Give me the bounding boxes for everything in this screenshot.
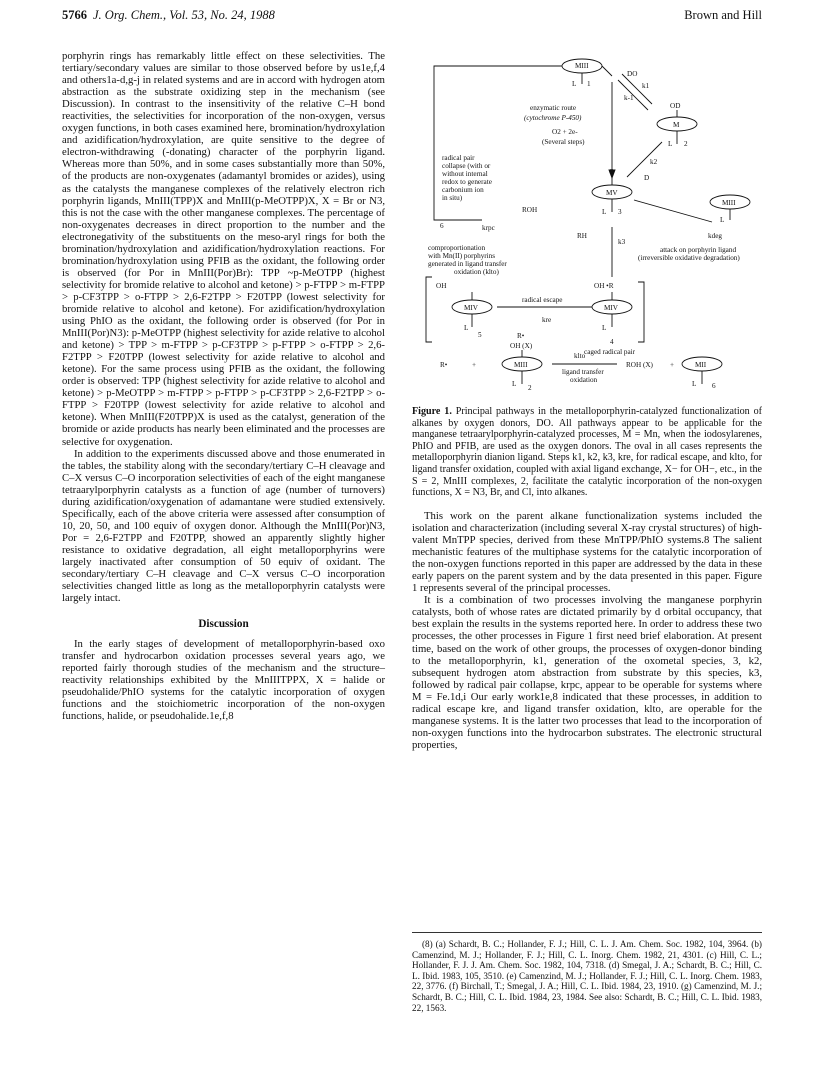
fig-label: ROH <box>522 206 538 214</box>
fig-label: ROH (X) <box>626 361 653 369</box>
left-column <box>62 50 385 723</box>
body-paragraph: It is a combination of two processes involving the manganese porphyrin catalysts, both of whose rates are dictated primarily by d orbital occupancy, that best explain the results in the systems reported here. In order to address these two processes, the other processes in Figure 1 first need brief elaboration. At present time, based on the work of other groups, the processes of oxygen-donor binding to the metalloporphyrin, k1, generation of the oxometal species, 3, k2, subsequent hydrogen atom abstraction from substrate by this species, k3, followed by radical pair collapse, krpc, appear to be operable for systems where M = Fe.1d,i Our early work1e,8 indicated that these processes, in addition to radical escape kre, and ligand transfer oxidation, klto, are operable for the manganese systems. It is the latter two processes that lead to the incorporation of non-oxygen functions into the hydrocarbon substrates. The electronic structural properties, <box>412 594 762 751</box>
fig-label: L <box>692 380 697 388</box>
fig-label: L <box>720 216 725 224</box>
journal-citation: J. Org. Chem., Vol. 53, No. 24, 1988 <box>93 8 275 22</box>
body-paragraph: In the early stages of development of metalloporphyrin-based oxo transfer and hydrocarbon oxidation processes several years ago, we reported fairly thorough studies of the mechanism and the structure–reactivity relationships exhibited by the MnIIITPPX, X = halide or pseudohalide/PhIO systems for the catalytic incorporation of oxygen functions and the stoichiometric incorporation of the non-oxygen functions, halide, or pseudohalide.1e,f,8 <box>62 638 385 723</box>
fig-label: RH <box>577 232 587 240</box>
footnote-8: (8) (a) Schardt, B. C.; Hollander, F. J.; Hill, C. L. J. Am. Chem. Soc. 1982, 104, 3964. (b) Camenzind, M. J.; Hollander, F. J.; Hill, C. L. Inorg. Chem. 1982, 21, 4301. (c) Hill, C. L.; Hollander, F. J. J. Am. Chem. Soc. 1982, 104, 7318. (d) Smegal, J. A.; Schardt, B. C.; Hill, C. L. Ibid. 1983, 105, 3510. (e) Camenzind, M. J.; Hollander, F. J.; Hill, C. L. Inorg. Chem. 1983, 22, 3776. (f) Birchall, T.; Smegal, J. A.; Hill, C. L. Ibid. 1984, 23, 1910. (g) Camenzind, M. J.; Schardt, B. C.; Hill, C. L. Ibid. 1984, 23, 1984. See also: Schardt, B. C.; Hill, C. L. Ibid. 1983, 22, 1563. <box>412 939 762 1013</box>
fig-label: L <box>572 80 577 88</box>
fig-label: (irreversible oxidative degradation) <box>638 254 740 262</box>
fig-label: MV <box>606 189 618 197</box>
fig-label: + <box>472 361 477 369</box>
fig-label: klto <box>574 352 586 360</box>
fig-label: L <box>512 380 517 388</box>
figure-lines <box>426 59 750 384</box>
fig-label: + <box>670 361 675 369</box>
fig-label: collapse (with or <box>442 162 491 170</box>
fig-label: comproportionation <box>428 244 486 252</box>
fig-label: k1 <box>642 82 650 90</box>
fig-label: radical pair <box>442 154 475 162</box>
fig-label: 5 <box>478 331 482 339</box>
fig-label: 6 <box>712 382 716 390</box>
body-paragraph: This work on the parent alkane functionalization systems included the isolation and characterization (including several X-ray crystal structures) of high-valent MnTPP species, derived from these MnTPP/PhIO systems.8 The salient mechanistic features of the multiphase systems for the catalytic incorporation of the non-oxygen functions reported in this paper are addressed by the data in these early papers on the parent system and by the data presented in this paper. Figure 1 represents several of the principal processes. <box>412 510 762 595</box>
page-number: 5766 <box>62 8 87 22</box>
figure-labels <box>428 62 740 392</box>
right-column <box>412 510 762 751</box>
fig-label: redox to generate <box>442 178 492 186</box>
body-paragraph: In addition to the experiments discussed above and those enumerated in the tables, the stability along with the secondary/tertiary C–H cleavage and C–X versus C–O incorporation selectivities of each of the eight manganese tetraarylporphyrin catalysts as a function of age (number of turnovers) during azidification/oxygenation of adamantane were studied extensively. Specifically, each of the above criteria were assessed after consumption of 10, 20, 50, and 100 equiv of oxygen donor. Although the MnIII(Por)N3, Por = 2,6-F2TPP and F20TPP, showed an apparently slightly higher resistance to oxidative degradation, all eight metalloporphyrins were largely inactivated after consumption of 50 equiv of oxidant. The secondary/tertiary C–H cleavage and C–X versus C–O incorporation selectivities changed little as long as the metalloporphyrin catalysts were largely intact. <box>62 447 385 605</box>
header-left <box>62 8 275 23</box>
fig-label: k3 <box>618 238 626 246</box>
fig-label: with Mn(II) porphyrins <box>428 252 496 260</box>
fig-label: O <box>609 168 615 176</box>
fig-label: generated in ligand transfer <box>428 260 507 268</box>
fig-label: MIV <box>604 304 618 312</box>
footnotes <box>412 932 762 1013</box>
fig-label: MII <box>695 361 707 369</box>
fig-label: MIII <box>514 361 528 369</box>
fig-label: in situ) <box>442 194 463 202</box>
fig-label: 2 <box>528 384 532 392</box>
fig-label: kdeg <box>708 232 722 240</box>
fig-label: 4 <box>610 338 614 346</box>
fig-label: L <box>602 208 607 216</box>
fig-label: 2 <box>684 140 688 148</box>
fig-label: radical escape <box>522 296 563 304</box>
figure-caption <box>412 406 762 499</box>
fig-label: OH <box>436 282 447 290</box>
caption-label: Figure 1. <box>412 406 452 417</box>
fig-label: caged radical pair <box>584 348 636 356</box>
fig-label: carbonium ion <box>442 186 484 194</box>
fig-label: enzymatic route <box>530 104 577 112</box>
caption-text: Principal pathways in the metalloporphyrin-catalyzed functionalization of alkanes by oxygen donors, DO. All pathways appear to be applicable for the manganese tetraarylporphyrin-catalyzed processes, M = Mn, when the iodosylarenes, PhIO and PFIB, are used as the oxygen donors. The oval in all cases represents the metalloporphyrin dianion ligand. Steps k1, k2, k3, kre, for radical escape, and klto, for ligand transfer oxidation, coupled with axial ligand exchange, X− for OH−, etc., in the S = 2, MnIII complexes, 2, facilitate the catalytic incorporation of the non-oxygen functions, X = N3, Br, and Cl, into alkanes. <box>412 406 762 499</box>
fig-label: L <box>464 324 469 332</box>
fig-label: L <box>668 140 673 148</box>
fig-label: D <box>644 174 650 182</box>
fig-label: attack on porphyrin ligand <box>660 246 737 254</box>
fig-label: kre <box>542 316 552 324</box>
section-heading: Discussion <box>198 618 249 631</box>
fig-label: OD <box>670 102 681 110</box>
fig-label: DO <box>627 70 638 78</box>
fig-label: R• <box>440 361 448 369</box>
fig-label: without internal <box>442 170 488 178</box>
page-header <box>62 8 762 26</box>
fig-label: krpc <box>482 224 495 232</box>
fig-label: MIII <box>722 199 736 207</box>
fig-label: (cytochrome P-450) <box>524 114 582 122</box>
fig-label: 6 <box>440 222 444 230</box>
body-paragraph: porphyrin rings has remarkably little effect on these selectivities. The tertiary/secondary values are similar to those observed before by us1e,f,4 and others1a-d,g-j in related systems and are in accord with hydrogen atom abstraction as the substrate oxidizing step in the mechanism (see Discussion). In contrast to the insensitivity of the relative C–H bond reactivities, the selectivities for incorporation of the non-oxygen, versus oxygen functions, in both cases examined here, bromination/hydroxylation and azidification/hydroxylation, are quite sensitive to the degree of electron-withdrawing (-donating) character of the porphyrin ligand. Whereas more than 50%, and in some cases substantially more than 50%, of the products are non-oxygenates (adamantyl bromides or azides), using as the catalysts the manganese complexes of the relatively electron rich porphyrin ligands, MnIII(TPP)X and MnIII(p-MeOTPP)X, X = Br or N3, this is not the case with the other manganese complexes. The percentage of non-oxygenates decreases in direct proportion to the number and the electronegativity of the substituents on the meso-aryl rings for both the bromination/hydroxylation and azidification/hydroxylation reactions. For bromination/hydroxylation using PFIB as the oxidant, the following order is observed (for Por in MnIII(Por)Br): TPP ~p-MeOTPP (highest selectivity for bromide relative to alcohol and ketone) > p-FTPP > m-FTPP > p-CF3TPP > o-FTPP > 2,6-F2TPP > F20TPP (lowest selectivity for bromide relative to alcohol and ketone). For azidification/hydroxylation using PhIO as the oxidant, the following order is observed (for Por in MnIII(Por)N3): p-MeOTPP (highest selectivity for azide relative to alcohol and ketone) > TPP > m-FTPP > p-CF3TPP > p-FTPP > o-FTPP > 2,6-F2TPP > F20TPP (lowest selectivity for azide relative to alcohol and ketone). For the same process using PFIB as the oxidant, the following order is observed: TPP (highest selectivity for azide relative to alcohol and ketone) > p-MeOTPP > m-FTPP > p-FTPP > p-CF3TPP > 2,6-F2TPP > o-FTPP > F20TPP (lowest selectivity for azide relative to alcohol and ketone). When MnIII(F20TPP)X is used as the catalyst, generation of the bromide or azide products has nearly been eliminated and the processes are selective for oxygenation. <box>62 50 385 448</box>
fig-label: OH •R <box>594 282 614 290</box>
fig-label: L <box>602 324 607 332</box>
fig-label: M <box>673 121 680 129</box>
fig-label: 1 <box>587 80 591 88</box>
fig-label: MIV <box>464 304 478 312</box>
fig-label: 3 <box>618 208 622 216</box>
fig-label: ligand transfer <box>562 368 604 376</box>
mechanism-figure <box>412 52 762 392</box>
fig-label: R• <box>517 332 525 340</box>
fig-label: OH (X) <box>510 342 533 350</box>
header-authors: Brown and Hill <box>684 8 762 22</box>
fig-label: O2 + 2e- <box>552 128 578 136</box>
fig-label: MIII <box>575 62 589 70</box>
fig-label: k2 <box>650 158 658 166</box>
fig-label: k-1 <box>624 94 634 102</box>
fig-label: (Several steps) <box>542 138 585 146</box>
fig-label: oxidation (klto) <box>454 268 499 276</box>
fig-label: oxidation <box>570 376 598 384</box>
